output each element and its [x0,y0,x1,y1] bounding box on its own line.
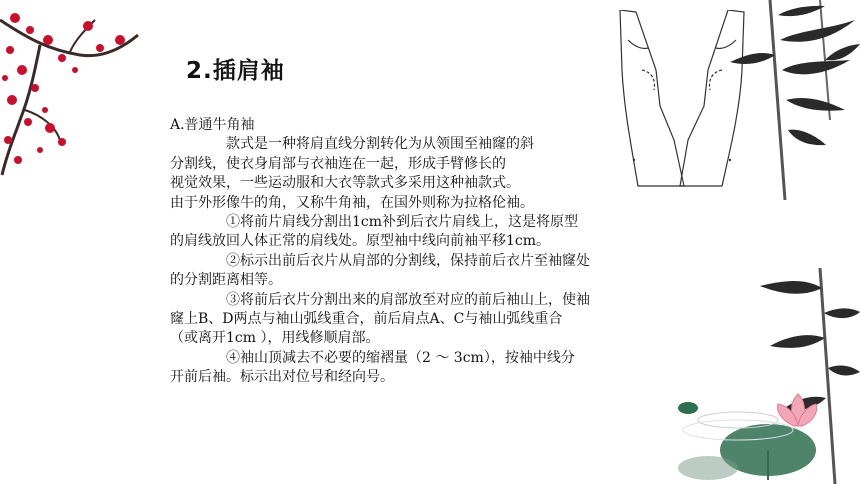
body-paragraph-line: ①将前片肩线分割出1cm补到后衣片肩线上，这是将原型 [226,214,579,231]
body-paragraph-line: ③将前后衣片分割出来的肩部放至对应的前后袖山上，使袖 [226,291,590,308]
body-paragraph-line: 由于外形像牛的角，又称牛角袖，在国外则称为拉格伦袖。 [170,194,534,211]
body-paragraph-line: ④袖山顶减去不必要的缩褶量（2 ～ 3cm），按袖中线分 [226,349,575,366]
body-paragraph-line: ②标示出前后衣片从肩部的分割线，保持前后衣片至袖窿处 [226,252,590,269]
body-paragraph-line: 款式是一种将肩直线分割转化为从领围至袖窿的斜 [226,136,534,153]
lotus-decoration [668,380,818,484]
body-paragraph-line: 窿上B、D两点与袖山弧线重合，前后肩点A、C与袖山弧线重合 [170,311,563,328]
body-text [170,116,690,388]
body-paragraph-line: 的肩线放回人体正常的肩线处。原型袖中线向前袖平移1cm。 [170,233,551,250]
slide-title: 2.插肩袖 [186,58,285,84]
body-paragraph-line: 分割线，使衣身肩部与衣袖连在一起，形成手臂修长的 [170,155,506,172]
body-paragraph-line: A.普通牛角袖 [170,117,255,133]
body-paragraph-line: （或离开1cm ），用线修顺肩部。 [170,330,380,347]
body-paragraph-line: 视觉效果，一些运动服和大衣等款式多采用这种袖款式。 [170,175,520,192]
body-paragraph-line: 开前后袖。标示出对位号和经向号。 [170,369,394,386]
plum-blossom-decoration [0,0,140,180]
body-paragraph-line: 的分割距离相等。 [170,272,282,289]
